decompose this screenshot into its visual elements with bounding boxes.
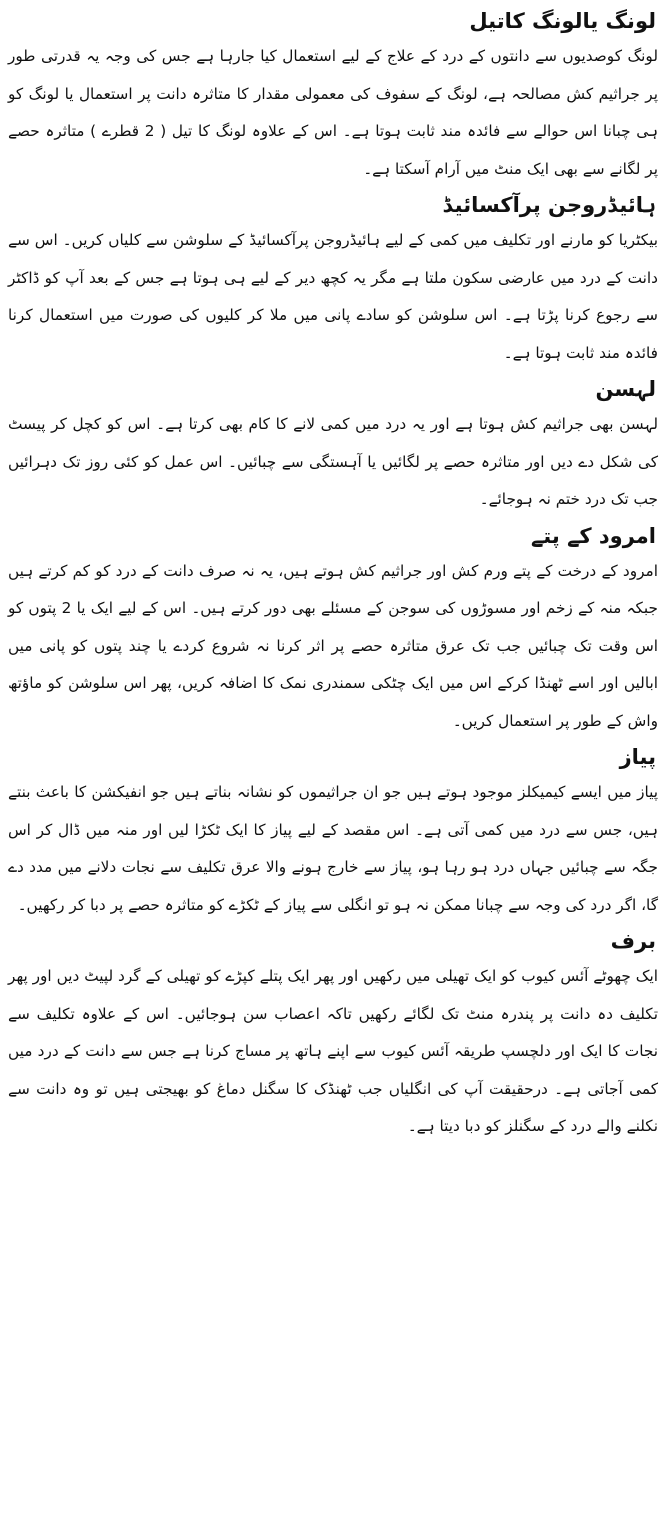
section-paragraph: امرود کے درخت کے پتے ورم کش اور جراثیم کش ہوتے ہیں، یہ نہ صرف دانت کے درد کو کم کرتے ہیں جبکہ منہ کے زخم اور مسوڑوں کی سوجن کے مسئلے بھی دور کرتے ہیں۔ اس کے لیے ایک یا 2 پتوں کو اس وقت تک چبائیں جب تک عرق متاثرہ حصے پر اثر کرنا نہ شروع کردے یا چند پتوں کو پانی میں ابالیں اور اسے ٹھنڈا کرکے اس میں ایک چٹکی سمندری نمک کا اضافہ کریں، پھر اس سلوشن کو ماؤتھ واش کے طور پر استعمال کریں۔ — [8, 561, 658, 730]
section-paragraph: لہسن بھی جراثیم کش ہوتا ہے اور یہ درد میں کمی لانے کا کام بھی کرتا ہے۔ اس کو کچل کر پیسٹ کی شکل دے دیں اور متاثرہ حصے پر لگائیں یا آہستگی سے چبائیں۔ اس عمل کو کئی روز تک دہرائیں جب تک درد ختم نہ ہوجائے۔ — [8, 415, 658, 508]
section-heading: لہسن — [595, 377, 656, 401]
section-paragraph: بیکٹریا کو مارنے اور تکلیف میں کمی کے لیے ہائیڈروجن پرآکسائیڈ کے سلوشن سے کلیاں کریں۔ اس سے دانت کے درد میں عارضی سکون ملتا ہے مگر یہ کچھ دیر کے لیے ہی ہوتا ہے جس کے بعد آپ کو ڈاکٹر سے رجوع کرنا پڑتا ہے۔ اس سلوشن کو سادے پانی میں ملا کر کلیوں کی صورت میں استعمال کرنا فائدہ مند ثابت ہوتا ہے۔ — [8, 231, 658, 362]
section-paragraph: لونگ کوصدیوں سے دانتوں کے درد کے علاج کے لیے استعمال کیا جارہا ہے جس کی وجہ یہ قدرتی طور پر جراثیم کش مصالحہ ہے، لونگ کے سفوف کی معمولی مقدار کا متاثرہ دانت پر استعمال یا لونگ کو ہی چبانا اس حوالے سے فائدہ مند ثابت ہوتا ہے۔ اس کے علاوہ لونگ کا تیل ( 2 قطرے ) متاثرہ حصے پر لگانے سے بھی ایک منٹ میں آرام آسکتا ہے۔ — [8, 47, 658, 178]
section-heading: ہائیڈروجن پرآکسائیڈ — [442, 193, 656, 217]
section-guava-leaves — [8, 519, 658, 741]
section-hydrogen-peroxide — [8, 188, 658, 372]
section-onion — [8, 740, 658, 924]
section-clove — [8, 4, 658, 188]
section-garlic — [8, 372, 658, 519]
section-paragraph: پیاز میں ایسے کیمیکلز موجود ہوتے ہیں جو ان جراثیموں کو نشانہ بناتے ہیں جو انفیکشن کا باعث بنتے ہیں، جس سے درد میں کمی آتی ہے۔ اس مقصد کے لیے پیاز کا ایک ٹکڑا لیں اور منہ میں ڈال کر اس جگہ سے چبائیں جہاں درد ہو رہا ہو، پیاز سے خارج ہونے والا عرق تکلیف سے نجات دلانے میں مدد دے گا، اگر درد کی وجہ سے چبانا ممکن نہ ہو تو انگلی سے پیاز کے ٹکڑے کو متاثرہ حصے پر دبا کر رکھیں۔ — [8, 783, 658, 914]
section-heading: پیاز — [619, 745, 656, 769]
section-heading: لونگ یالونگ کاتیل — [469, 9, 656, 33]
section-heading: برف — [610, 929, 656, 953]
section-ice — [8, 924, 658, 1146]
section-heading: امرود کے پتے — [531, 523, 656, 548]
section-paragraph: ایک چھوٹے آئس کیوب کو ایک تھیلی میں رکھیں اور پھر ایک پتلے کپڑے کو تھیلی کے گرد لپیٹ دیں اور پھر تکلیف دہ دانت پر پندرہ منٹ تک لگائے رکھیں تاکہ اعصاب سن ہوجائیں۔ اس کے علاوہ تکلیف سے نجات کا ایک اور دلچسپ طریقہ آئس کیوب سے اپنے ہاتھ پر مساج کرنا ہے جس سے دانت کے درد میں کمی آجاتی ہے۔ درحقیقت آپ کی انگلیاں جب ٹھنڈک کا سگنل دماغ کو بھیجتی ہیں تو وہ دانت سے نکلنے والے درد کے سگنلز کو دبا دیتا ہے۔ — [8, 967, 658, 1135]
